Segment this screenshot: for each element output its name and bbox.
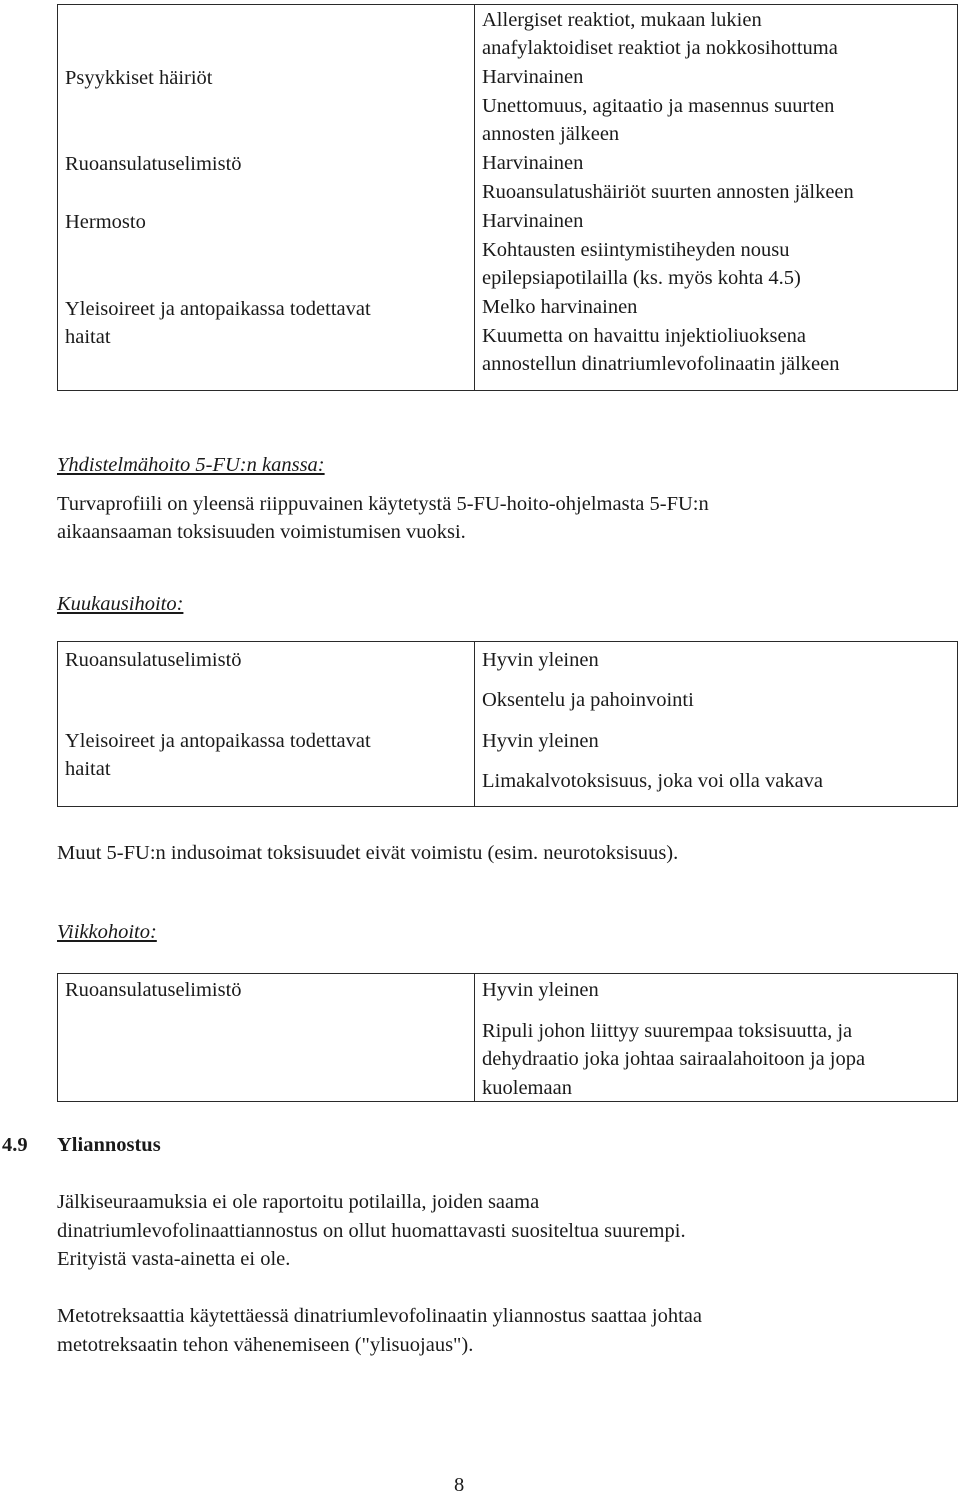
table-cell: haitat <box>65 758 111 780</box>
body-text: Erityistä vasta-ainetta ei ole. <box>57 1248 291 1270</box>
table-cell: annostellun dinatriumlevofolinaatin jälkeen <box>482 353 840 375</box>
table-cell: annosten jälkeen <box>482 123 620 145</box>
table-cell: Limakalvotoksisuus, joka voi olla vakava <box>482 770 824 792</box>
table-divider <box>474 4 475 391</box>
table-cell: Oksentelu ja pahoinvointi <box>482 689 694 711</box>
frequency-label: Hyvin yleinen <box>482 730 599 752</box>
table-cell: haitat <box>65 326 111 348</box>
table-cell: Unettomuus, agitaatio ja masennus suurten <box>482 95 835 117</box>
combination-heading: Yhdistelmähoito 5-FU:n kanssa: <box>57 454 325 476</box>
body-text: dinatriumlevofolinaattiannostus on ollut huomattavasti suositeltua suurempi. <box>57 1220 686 1242</box>
page-number: 8 <box>454 1474 465 1496</box>
body-text: Muut 5-FU:n indusoimat toksisuudet eivät voimistu (esim. neurotoksisuus). <box>57 842 679 864</box>
section-title: Yliannostus <box>57 1134 161 1156</box>
table-cell: Psyykkiset häiriöt <box>65 67 213 89</box>
frequency-label: Harvinainen <box>482 66 584 88</box>
section-number: 4.9 <box>2 1134 28 1156</box>
frequency-label: Melko harvinainen <box>482 296 638 318</box>
table-cell: Hermosto <box>65 211 146 233</box>
table-cell: Yleisoireet ja antopaikassa todettavat <box>65 730 371 752</box>
table-cell: epilepsiapotilailla (ks. myös kohta 4.5) <box>482 267 801 289</box>
table-cell: kuolemaan <box>482 1077 572 1099</box>
body-text: metotreksaatin tehon vähenemiseen ("ylisuojaus"). <box>57 1334 474 1356</box>
monthly-heading: Kuukausihoito: <box>57 593 184 615</box>
table-cell: Allergiset reaktiot, mukaan lukien <box>482 9 762 31</box>
table-cell: Ruoansulatuselimistö <box>65 649 242 671</box>
frequency-label: Hyvin yleinen <box>482 979 599 1001</box>
body-text: Turvaprofiili on yleensä riippuvainen käytetystä 5-FU-hoito-ohjelmasta 5-FU:n <box>57 493 709 515</box>
body-text: Metotreksaattia käytettäessä dinatriumlevofolinaatin yliannostus saattaa johtaa <box>57 1305 702 1327</box>
table-cell: Kuumetta on havaittu injektioliuoksena <box>482 325 806 347</box>
body-text: aikaansaaman toksisuuden voimistumisen vuoksi. <box>57 521 466 543</box>
table-cell: Ruoansulatuselimistö <box>65 979 242 1001</box>
frequency-label: Harvinainen <box>482 152 584 174</box>
table-divider <box>474 641 475 807</box>
weekly-heading: Viikkohoito: <box>57 921 157 943</box>
table-cell: Ripuli johon liittyy suurempaa toksisuutta, ja <box>482 1020 853 1042</box>
table-cell: Ruoansulatuselimistö <box>65 153 242 175</box>
table-divider <box>474 973 475 1102</box>
table-cell: Yleisoireet ja antopaikassa todettavat <box>65 298 371 320</box>
frequency-label: Harvinainen <box>482 210 584 232</box>
table-cell: anafylaktoidiset reaktiot ja nokkosihottuma <box>482 37 838 59</box>
body-text: Jälkiseuraamuksia ei ole raportoitu potilailla, joiden saama <box>57 1191 540 1213</box>
table-cell: Ruoansulatushäiriöt suurten annosten jälkeen <box>482 181 854 203</box>
table-cell: dehydraatio joka johtaa sairaalahoitoon ja jopa <box>482 1048 866 1070</box>
table-cell: Kohtausten esiintymistiheyden nousu <box>482 239 790 261</box>
frequency-label: Hyvin yleinen <box>482 649 599 671</box>
